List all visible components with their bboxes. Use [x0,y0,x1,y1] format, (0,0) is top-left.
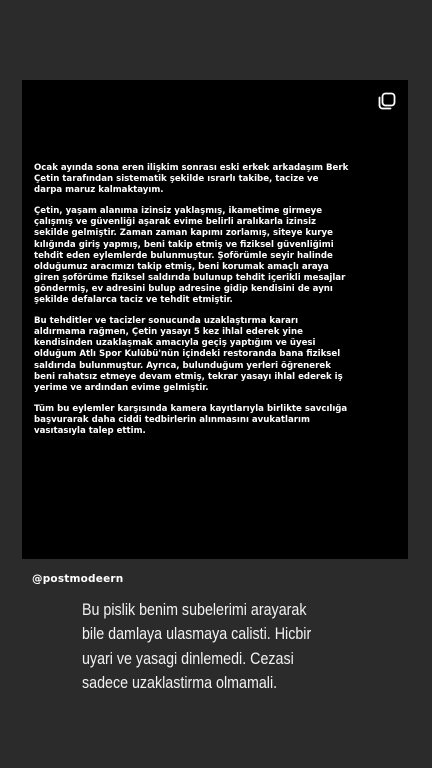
gallery-icon[interactable] [378,92,396,110]
repost-comment: Bu pislik benim subelerimi arayarak bile damlaya ulasmaya calisti. Hicbir uyari ve yasagi dinlemedi. Cezasi sadece uzaklastirma olmamali. [82,600,312,692]
repost-username[interactable]: @postmodeern [32,573,124,585]
story-paragraph-2: Çetin, yaşam alanıma izinsiz yaklaşmış, ikametime girmeye çalışmış ve güvenliği aşarak evime belirli aralıkarla izinsiz sekilde gelmiştir. Zaman zaman kapımı zorlamış, siteye kurye kılığında giriş yapmış, beni takip etmiş ve fiziksel güvenliğimi tehdit eden eylemlerde bulunmuştur. Şoförümle seyir halinde olduğumuz aracımızı takip etmiş, beni korumak amaçlı araya giren şoförüme fiziksel saldırıda bulunup tehdit içerikli mesajlar göndermiş, ev adresini bulup adresine gidip kendisini de aynı şekilde defalarca taciz ve tehdit etmiştir. [34,206,346,306]
story-card[interactable] [22,80,408,559]
story-paragraph-4: Tüm bu eylemler karşısında kamera kayıtlarıyla birlikte savcılığa başvurarak daha ciddi tedbirlerin alınmasını avukatlarım vasıtasıyla talep ettim. [34,403,348,436]
story-paragraph-3: Bu tehditler ve tacizler sonucunda uzaklaştırma kararı aldırmama rağmen, Çetin yasayı 5 kez ihlal ederek yine kendisinden uzaklaşmak amacıyla geçiş yaptığım ve üyesi olduğum Atlı Spor Kulübü'nün içindeki restoranda bana fiziksel saldırıda bulunmuştur. Ayrıca, bulunduğum yerleri öğrenerek beni rahatsız etmeye devam etmiş, tekrar yasayı ihlal ederek iş yerime ve ardından evime gelmiştir. [34,316,343,393]
story-paragraph-1: Ocak ayında sona eren ilişkim sonrası eski erkek arkadaşım Berk Çetin tarafından sistematik şekilde ısrarlı takibe, tacize ve darpa maruz kalmaktayım. [34,163,349,196]
